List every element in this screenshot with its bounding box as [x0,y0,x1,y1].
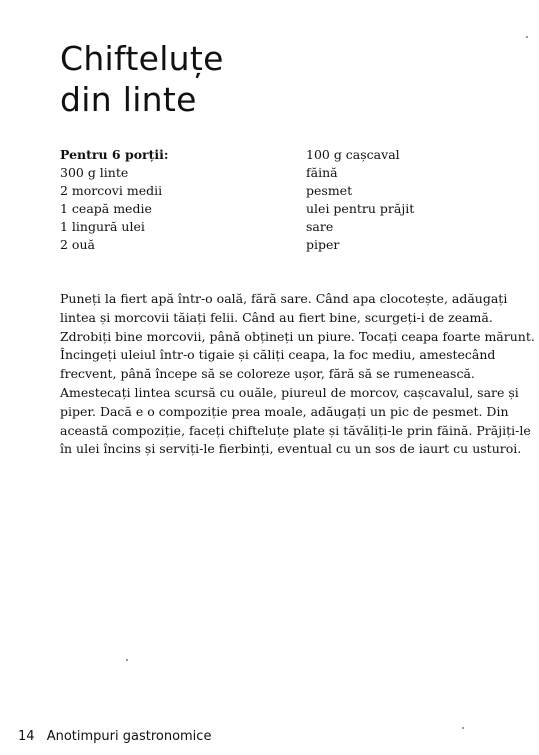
ingredient-item: 100 g cașcaval [306,147,400,162]
recipe-instructions [60,290,536,459]
servings-heading: Pentru 6 porții: [60,147,169,162]
ingredient-item: făină [306,165,338,180]
speck-mark [526,36,528,38]
book-title: Anotimpuri gastronomice [46,729,212,744]
instructions-line: Zdrobiți bine morcovii, până obțineți un piure. Tocați ceapa foarte mărunt. [60,328,535,344]
title-line: Chifteluțe [60,39,224,78]
instructions-line: frecvent, până începe să se coloreze ușor, fără să se rumenească. [60,366,475,382]
ingredient-item: 1 lingură ulei [60,219,145,234]
instructions-line: în ulei încins și serviți-le fierbinți, eventual cu un sos de iaurt cu usturoi. [60,441,522,457]
ingredient-item: 300 g linte [60,165,129,180]
page-number: 14 [18,729,35,744]
ingredient-item: 2 morcovi medii [60,183,163,198]
ingredients-right-column [306,146,506,254]
ingredient-item: pesmet [306,183,353,198]
instructions-line: Puneți la fiert apă într-o oală, fără sare. Când apa clocotește, adăugați [60,291,508,306]
ingredient-item: piper [306,237,340,252]
ingredient-item: ulei pentru prăjit [306,201,415,216]
page-footer [18,729,211,745]
speck-mark [462,727,464,729]
ingredient-item: 1 ceapă medie [60,201,152,216]
instructions-line: această compoziție, faceți chifteluțe plate și tăvăliți-le prin făină. Prăjiți-le [60,422,531,438]
title-line: din linte [60,80,197,119]
recipe-title [60,38,224,120]
speck-mark [126,659,128,661]
ingredients-left-column [60,146,290,254]
instructions-line: lintea și morcovii tăiați felii. Când au fiert bine, scurgeți-i de zeamă. [60,309,493,325]
instructions-line: piper. Dacă e o compoziție prea moale, adăugați un pic de pesmet. Din [60,403,509,419]
instructions-line: Încingeți uleiul într-o tigaie și căliți ceapa, la foc mediu, amestecând [60,347,496,363]
ingredient-item: 2 ouă [60,237,95,252]
instructions-line: Amestecați lintea scursă cu ouăle, piureul de morcov, cașcavalul, sare și [60,384,519,400]
ingredient-item: sare [306,219,334,234]
